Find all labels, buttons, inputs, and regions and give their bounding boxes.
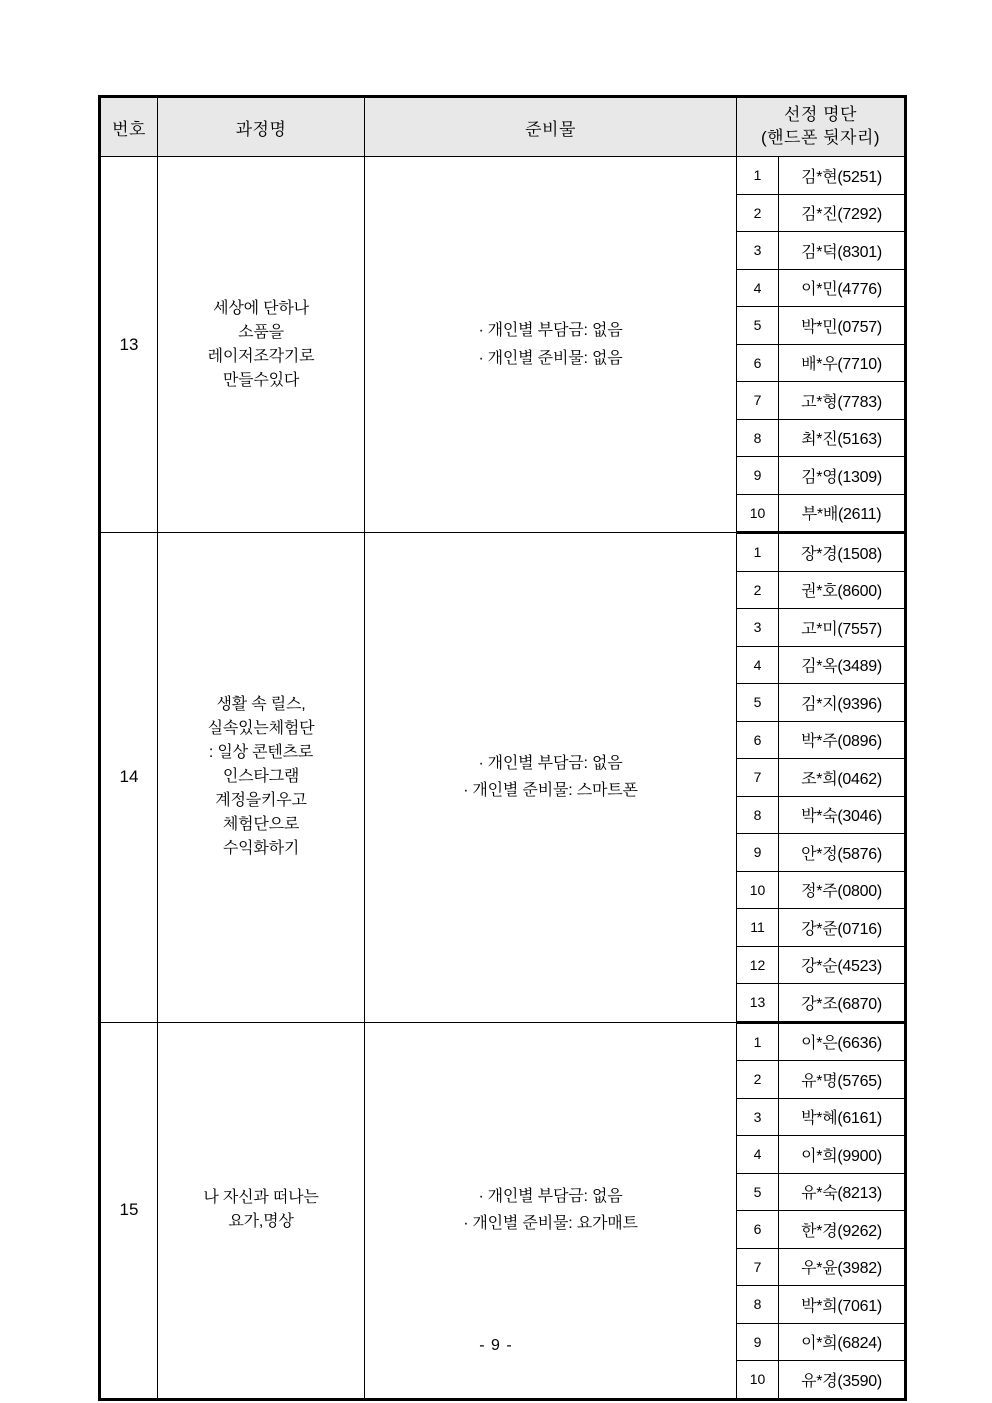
person-index: 10 [737,494,779,533]
person-index: 3 [737,1098,779,1136]
person-name: 이*희(6824) [779,1323,906,1361]
person-index: 5 [737,1173,779,1211]
person-name: 안*정(5876) [779,834,906,872]
person-name: 유*명(5765) [779,1061,906,1099]
person-name: 김*영(1309) [779,457,906,495]
course-name: 생활 속 릴스, 실속있는체험단 : 일상 콘텐츠로 인스타그램 계정을키우고 체험단으로 수익화하기 [158,533,365,1023]
person-index: 13 [737,984,779,1023]
person-index: 10 [737,1361,779,1400]
person-name: 김*진(7292) [779,194,906,232]
person-index: 1 [737,1022,779,1061]
person-index: 8 [737,1286,779,1324]
header-preparation: 준비물 [365,97,737,157]
person-name: 최*진(5163) [779,419,906,457]
person-name: 이*은(6636) [779,1022,906,1061]
person-name: 강*준(0716) [779,909,906,947]
person-index: 4 [737,269,779,307]
person-name: 권*호(8600) [779,571,906,609]
course-preparation: · 개인별 부담금: 없음 · 개인별 준비물: 요가매트 [365,1022,737,1399]
course-name: 세상에 단하나 소품을 레이저조각기로 만들수있다 [158,157,365,533]
person-name: 박*혜(6161) [779,1098,906,1136]
header-no: 번호 [100,97,158,157]
header-selected-list [737,97,906,157]
person-name: 김*옥(3489) [779,646,906,684]
person-index: 9 [737,1323,779,1361]
person-name: 김*덕(8301) [779,232,906,270]
course-number: 13 [100,157,158,533]
table-row [100,157,906,195]
table-row [100,1022,906,1061]
course-preparation: · 개인별 부담금: 없음 · 개인별 준비물: 스마트폰 [365,533,737,1023]
person-name: 박*숙(3046) [779,796,906,834]
person-name: 고*형(7783) [779,382,906,420]
table-row [100,533,906,572]
person-index: 7 [737,382,779,420]
person-index: 3 [737,232,779,270]
person-name: 조*희(0462) [779,759,906,797]
course-number: 15 [100,1022,158,1399]
table-body [100,157,906,1400]
person-name: 박*주(0896) [779,721,906,759]
person-index: 5 [737,684,779,722]
person-index: 11 [737,909,779,947]
person-index: 12 [737,946,779,984]
person-index: 9 [737,457,779,495]
person-name: 장*경(1508) [779,533,906,572]
person-name: 김*지(9396) [779,684,906,722]
person-name: 박*희(7061) [779,1286,906,1324]
person-name: 한*경(9262) [779,1211,906,1249]
course-number: 14 [100,533,158,1023]
person-index: 7 [737,1248,779,1286]
person-name: 이*민(4776) [779,269,906,307]
course-preparation: · 개인별 부담금: 없음 · 개인별 준비물: 없음 [365,157,737,533]
person-name: 우*윤(3982) [779,1248,906,1286]
page-footer: - 9 - [479,1337,513,1354]
person-index: 3 [737,609,779,647]
person-name: 강*조(6870) [779,984,906,1023]
person-name: 이*희(9900) [779,1136,906,1174]
person-index: 4 [737,1136,779,1174]
person-name: 유*숙(8213) [779,1173,906,1211]
person-index: 1 [737,533,779,572]
person-index: 1 [737,157,779,195]
person-name: 김*현(5251) [779,157,906,195]
course-name: 나 자신과 떠나는 요가,명상 [158,1022,365,1399]
header-selected-line1: 선정 명단 [784,105,857,125]
person-name: 유*경(3590) [779,1361,906,1400]
person-name: 강*순(4523) [779,946,906,984]
person-index: 10 [737,871,779,909]
person-index: 8 [737,419,779,457]
person-index: 9 [737,834,779,872]
person-index: 5 [737,307,779,345]
person-index: 2 [737,571,779,609]
person-index: 2 [737,1061,779,1099]
person-index: 4 [737,646,779,684]
selection-table [98,95,907,1401]
person-index: 6 [737,1211,779,1249]
header-course: 과정명 [158,97,365,157]
header-selected-line2: (핸드폰 뒷자리) [760,128,881,147]
person-index: 7 [737,759,779,797]
person-name: 부*배(2611) [779,494,906,533]
person-index: 2 [737,194,779,232]
person-name: 고*미(7557) [779,609,906,647]
person-index: 6 [737,721,779,759]
table-header [100,97,906,157]
person-index: 8 [737,796,779,834]
person-index: 6 [737,344,779,382]
person-name: 배*우(7710) [779,344,906,382]
person-name: 박*민(0757) [779,307,906,345]
person-name: 정*주(0800) [779,871,906,909]
